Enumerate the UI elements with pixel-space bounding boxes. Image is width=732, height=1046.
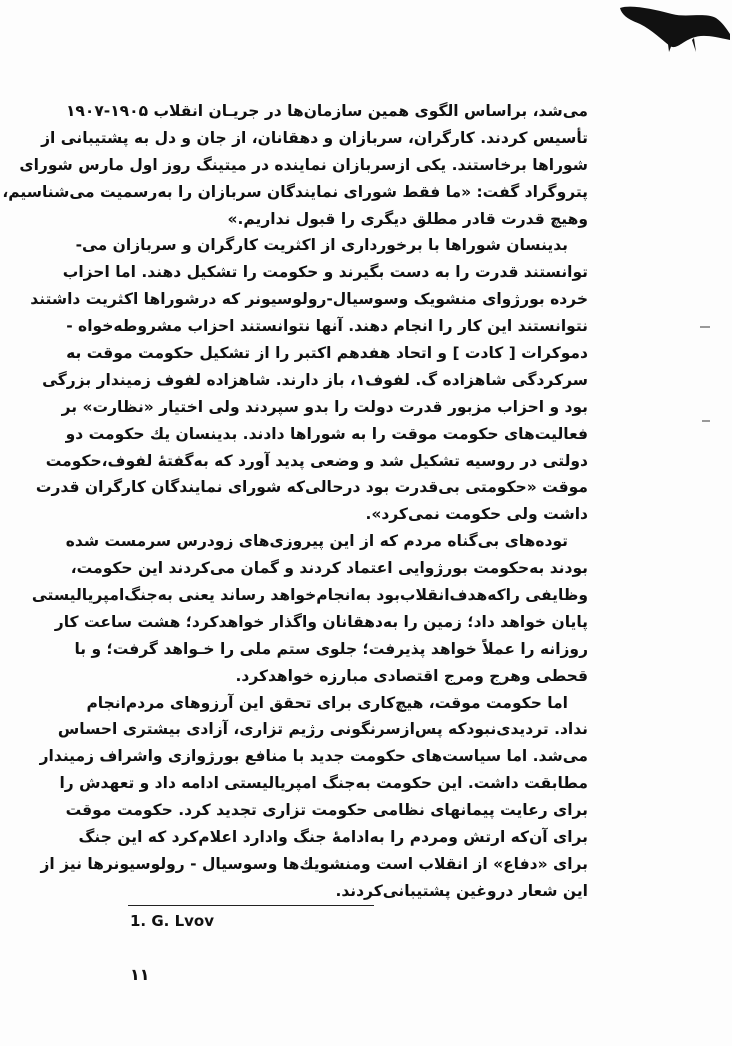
text-line: می‌شد، براساس الگوی همین سازمان‌ها در جریـان انقلاب ۱۹۰۵-۱۹۰۷ [65,102,588,120]
page-number: ۱۱ [130,965,150,984]
text-line: بدینسان شوراها با برخورداری از اکثریت کارگران و سربازان می- [75,236,568,255]
text-line: پایان خواهد داد؛ زمین را به‌دهقانان واگذار خواهدکرد؛ هشت ساعت کار [54,612,588,631]
text-line: مطابقت داشت. این حکومت به‌جنگ امپریالیستی ادامه داد و تعهدش را [59,774,588,793]
paragraph-4 [39,690,588,905]
text-line: پتروگراد گفت: «ما فقط شورای نمایندگان سربازان را به‌رسمیت می‌شناسیم، [2,182,588,201]
text-line: برای رعایت پیمانهای نظامی حکومت تزاری تجدید کرد. حکومت موقت [65,801,588,820]
text-line: توده‌های بی‌گناه مردم که از این پیروزی‌های زودرس سرمست شده [65,532,568,551]
text-line: روزانه را عملاً خواهد پذیرفت؛ جلوی ستم ملی را خـواهد گرفت؛ و با [74,639,588,658]
text-line: می‌شد. اما سیاست‌های حکومت جدید با منافع بورژوازی واشراف زمیندار [39,747,588,766]
text-line: برای آن‌که ارتش ومردم را به‌ادامهٔ جنگ وادارد اعلام‌کرد که این جنگ [78,828,588,847]
text-line: داشت ولی حکومت نمی‌کرد». [365,505,588,524]
margin-speck [700,326,710,328]
ink-blot-corner [612,0,732,60]
body-text [2,98,588,905]
margin-speck [702,420,710,422]
text-line: سرکردگی شاهزاده گ. لفوف۱، باز دارند. شاهزاده لفوف زمیندار بزرگی [42,370,588,389]
text-line: تأسیس کردند. کارگران، سربازان و دهقانان، از جان و دل به پشتیبانی از [41,128,588,147]
text-line: دموکرات [ کادت ] و اتحاد هفدهم اکتبر را از تشکیل حکومت موقت به [66,344,588,363]
text-line: قحطی وهرج ومرج اقتصادی مبارزه خواهدکرد. [235,666,588,685]
text-line: بودند به‌حکومت بورژوایی اعتماد کردند و گمان می‌کردند این حکومت، [70,559,588,578]
text-line: این شعار دروغین پشتیبانی‌کردند. [335,881,588,900]
text-line: شوراها برخاستند. یکی ازسربازان نماینده در میتینگ روز اول مارس شورای [19,155,588,174]
paragraph-3 [31,528,588,689]
text-line: اما حکومت موقت، هیچ‌کاری برای تحقق این آرزوهای مردم‌انجام [86,693,568,712]
text-line: توانستند قدرت را به دست بگیرند و حکومت را تشکیل دهند. اما احزاب [62,263,588,282]
text-line: بود و احزاب مزبور قدرت دولت را بدو سپردند ولی اختیار «نظارت» بر [61,397,588,416]
text-line: دولتی در روسیه تشکیل شد و وضعی پدید آورد که به‌گفتهٔ لفوف،حکومت [45,451,588,470]
text-line: نتوانستند این کار را انجام دهند. آنها نتوانستند احزاب مشروطه‌خواه - [66,317,588,336]
text-line: موقت «حکومتی بی‌قدرت بود درحالی‌که شورای نمایندگان کارگران قدرت [35,478,588,497]
paragraph-2 [30,232,588,528]
text-line: نداد. تردیدی‌نبودکه پس‌ازسرنگونی رژیم تزاری، آزادی بیشتری احساس [57,720,588,739]
text-line: وهیچ قدرت قادر مطلق دیگری را قبول نداریم.» [227,209,588,228]
footnote-divider [128,905,374,906]
paragraph-1 [2,98,588,232]
footnote: 1. G. Lvov [130,912,215,930]
text-line: خرده بورژوای منشویک وسوسیال-رولوسیونر که درشوراها اکثریت داشتند [30,290,588,309]
text-line: فعالیت‌های حکومت موقت را به شوراها دادند. بدینسان یك حکومت دو [65,424,588,443]
text-line: برای «دفاع» از انقلاب است ومنشویك‌ها وسوسیال - رولوسیونرها نیز از [40,854,588,873]
text-line: وظایفی راکه‌هدف‌انقلاب‌بود به‌انجام‌خواهد رساند یعنی به‌جنگ‌امپریالیستی [31,586,588,605]
